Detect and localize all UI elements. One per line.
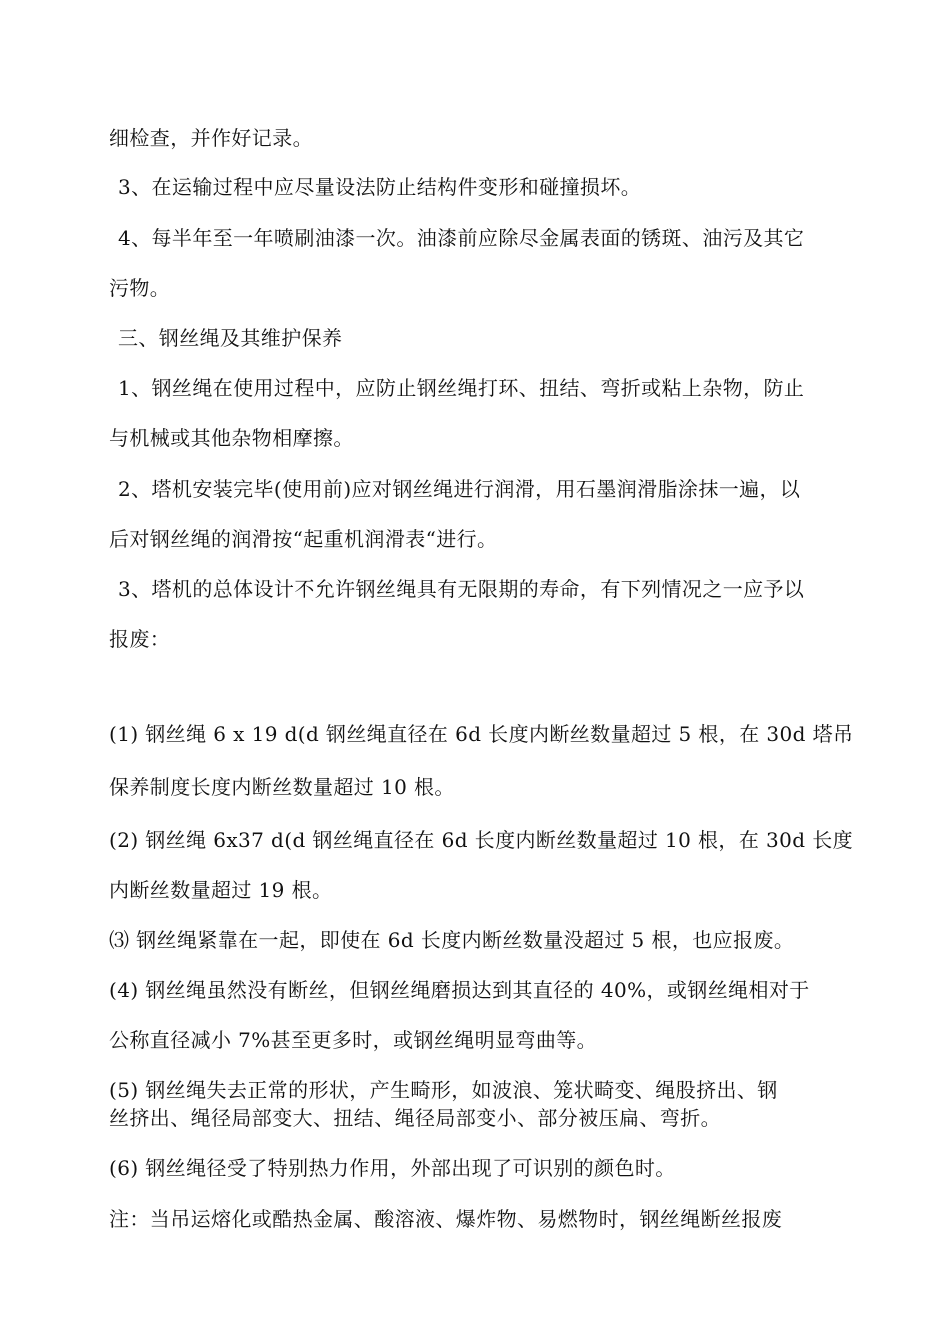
text-line-8: 2、塔机安装完毕(使用前)应对钢丝绳进行润滑，用石墨润滑脂涂抹一遍，以 — [118, 477, 801, 501]
text-line-7: 与机械或其他杂物相摩擦。 — [109, 426, 354, 450]
list-item-1-line-2: 保养制度长度内断丝数量超过 10 根。 — [109, 775, 455, 799]
text-line-2: 3、在运输过程中应尽量设法防止结构件变形和碰撞损坏。 — [118, 175, 642, 199]
list-item-3: ⑶ 钢丝绳紧靠在一起，即使在 6d 长度内断丝数量没超过 5 根，也应报废。 — [109, 928, 795, 952]
note-line: 注：当吊运熔化或酷热金属、酸溶液、爆炸物、易燃物时，钢丝绳断丝报废 — [109, 1207, 783, 1231]
text-line-10: 3、塔机的总体设计不允许钢丝绳具有无限期的寿命，有下列情况之一应予以 — [118, 577, 805, 601]
text-line-3: 4、每半年至一年喷刷油漆一次。油漆前应除尽金属表面的锈斑、油污及其它 — [118, 226, 805, 250]
list-item-2-line-2: 内断丝数量超过 19 根。 — [109, 878, 333, 902]
text-line-1: 细检查，并作好记录。 — [109, 126, 313, 150]
list-item-4-line-1: (4) 钢丝绳虽然没有断丝，但钢丝绳磨损达到其直径的 40%，或钢丝绳相对于 — [109, 978, 810, 1002]
list-item-2-line-1: (2) 钢丝绳 6x37 d(d 钢丝绳直径在 6d 长度内断丝数量超过 10 根，在 30d 长度 — [109, 828, 853, 852]
text-line-9: 后对钢丝绳的润滑按“起重机润滑表“进行。 — [109, 527, 498, 551]
list-item-5-line-1: (5) 钢丝绳失去正常的形状，产生畸形，如波浪、笼状畸变、绳股挤出、钢 — [109, 1078, 778, 1102]
text-line-6: 1、钢丝绳在使用过程中，应防止钢丝绳打环、扭结、弯折或粘上杂物，防止 — [118, 376, 805, 400]
list-item-1-line-1: (1) 钢丝绳 6 x 19 d(d 钢丝绳直径在 6d 长度内断丝数量超过 5 根，在 30d 塔吊 — [109, 722, 854, 746]
list-item-6: (6) 钢丝绳径受了特别热力作用，外部出现了可识别的颜色时。 — [109, 1156, 676, 1180]
text-line-4: 污物。 — [109, 276, 171, 300]
section-heading: 三、钢丝绳及其维护保养 — [118, 326, 343, 350]
list-item-5-line-2: 丝挤出、绳径局部变大、扭结、绳径局部变小、部分被压扁、弯折。 — [109, 1106, 721, 1130]
list-item-4-line-2: 公称直径减小 7%甚至更多时，或钢丝绳明显弯曲等。 — [109, 1028, 598, 1052]
text-line-11: 报废： — [109, 627, 171, 651]
